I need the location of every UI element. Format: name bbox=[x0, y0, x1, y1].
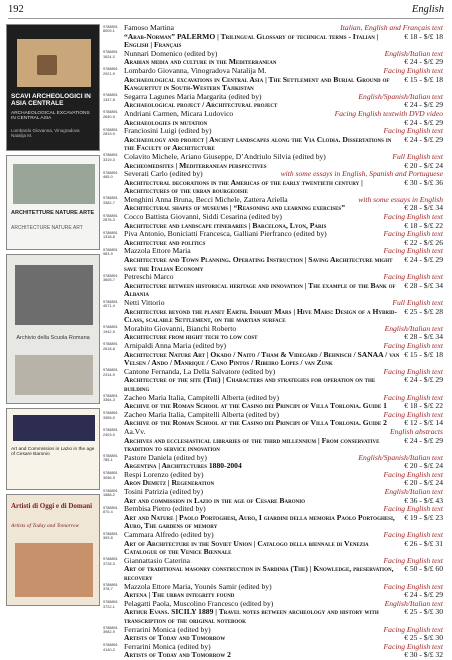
entry-author: Bembisa Pietro (edited by) bbox=[124, 505, 206, 514]
language-note: Facing English text bbox=[383, 212, 443, 222]
entry-author: Zacheo Maria Italia, Campitelli Alberta (edited by) bbox=[124, 410, 279, 419]
entry-body bbox=[124, 213, 443, 230]
isbn: 9788891 2314-9 bbox=[103, 368, 118, 377]
language-note: Facing English text bbox=[383, 581, 443, 591]
isbn: 9788891 1318-8 bbox=[103, 230, 118, 240]
entry-title: Archives and ecclesiastical libraries of the third millennium | From conservative tradition to service innovation bbox=[124, 436, 380, 454]
cover-subtitle: ARCHITECTURE NATURE ART bbox=[11, 225, 83, 231]
entry-title-line bbox=[124, 33, 443, 50]
entry-byline bbox=[124, 273, 443, 282]
language-note: Facing English text bbox=[383, 641, 443, 651]
entry-title-line bbox=[124, 634, 443, 643]
entry-author: Segarra Lagunes Maria Margarita (edited by) bbox=[124, 92, 262, 101]
entry-author: Famoso Martina bbox=[124, 24, 174, 32]
entry-title-line bbox=[124, 608, 443, 625]
entry-body bbox=[124, 488, 443, 505]
catalog-entry bbox=[103, 394, 443, 411]
isbn: 9788891 1347-8 bbox=[103, 93, 118, 102]
entry-body bbox=[124, 230, 443, 247]
entry-author: Netti Vittorio bbox=[124, 299, 165, 307]
entry-price: € 24 - $/£ 29 bbox=[404, 376, 443, 385]
cover-authors: Lombardo Giovanna, Vinogradova Natalija M. bbox=[11, 128, 80, 138]
book-cover bbox=[6, 254, 100, 404]
entry-byline bbox=[124, 110, 443, 119]
isbn: 9788891 2876-3 bbox=[103, 213, 118, 222]
entry-body bbox=[124, 557, 443, 583]
entry-byline bbox=[124, 325, 443, 334]
entry-author: Cammara Alfredo (edited by) bbox=[124, 531, 214, 540]
entry-title: Architecture and landscape itineraries | Barcelona, Lyon, Paris bbox=[124, 221, 327, 230]
entry-author: Zacheo Maria Italia, Campitelli Alberta (edited by) bbox=[124, 393, 279, 402]
entry-body bbox=[124, 170, 443, 196]
isbn: 9788891 4571-4 bbox=[103, 299, 118, 308]
entry-byline bbox=[124, 196, 443, 205]
entry-title-line bbox=[124, 179, 443, 196]
isbn: 9788891 4140-2 bbox=[103, 643, 118, 652]
isbn: 9788891 2618-8 bbox=[103, 342, 118, 351]
entry-title: Archaeological project / Architectural project bbox=[124, 101, 278, 110]
entry-byline bbox=[124, 531, 443, 540]
cover-title: ARCHITETTURE NATURE ARTE bbox=[11, 210, 95, 216]
entry-title: Architectural decorations in the Americas of the early twentieth century | Architectures of the urban bourgeoisie bbox=[124, 178, 363, 196]
entry-body bbox=[124, 153, 443, 170]
entry-body bbox=[124, 583, 443, 600]
isbn: 9788891 3382-7 bbox=[103, 196, 118, 205]
entry-body bbox=[124, 411, 443, 428]
entry-byline bbox=[124, 127, 443, 136]
entry-author: Nunnari Domenico (edited by) bbox=[124, 49, 218, 58]
entry-author: Mazzola Ettore Maria bbox=[124, 247, 191, 256]
catalog-entry bbox=[103, 531, 443, 557]
entry-price: € 30 - $/£ 36 bbox=[404, 178, 443, 187]
isbn: 9788891 465-0 bbox=[103, 170, 118, 179]
catalog-entry bbox=[103, 505, 443, 531]
isbn: 9788891 3982-9 bbox=[103, 626, 118, 635]
catalog-entry bbox=[103, 488, 443, 505]
entry-price: € 19 - $/£ 23 bbox=[404, 513, 443, 522]
entry-body bbox=[124, 531, 443, 557]
entry-price: € 24 - $/£ 29 bbox=[404, 591, 443, 600]
entry-byline bbox=[124, 428, 443, 437]
language-note: English/Italian text bbox=[384, 323, 443, 333]
entry-body bbox=[124, 428, 443, 454]
entry-title: Archeomedsites | Mediterranean perspectives bbox=[124, 161, 267, 170]
isbn: 9788891 393-8 bbox=[103, 531, 118, 540]
entry-title: Architecture between historical heritage and innovation | The example of the Bank of Albania bbox=[124, 281, 396, 299]
entry-author: Franciosini Luigi (edited by) bbox=[124, 127, 212, 136]
entry-title-line bbox=[124, 565, 443, 582]
entry-title: Architecture and politics bbox=[124, 238, 206, 247]
entry-price: € 26 - $/£ 31 bbox=[404, 539, 443, 548]
entry-title: Art and commission in Lazio in the age of Cesare Baronio bbox=[124, 496, 306, 505]
entry-byline bbox=[124, 93, 443, 102]
cover-title: SCAVI ARCHEOLOGICI IN ASIA CENTRALE bbox=[11, 93, 91, 108]
entry-author: Colavito Michele, Ariano Giuseppe, D’Andriulo Silvia (edited by) bbox=[124, 152, 326, 161]
entry-author: Arnipaldi Anna Maria (edited by) bbox=[124, 341, 227, 350]
language-note: Facing English text bbox=[383, 126, 443, 136]
entry-byline bbox=[124, 394, 443, 403]
entry-body bbox=[124, 67, 443, 93]
entry-price: € 18 - $/£ 22 bbox=[404, 221, 443, 230]
entry-author: Mazzola Ettore Maria, Younès Samir (edited by) bbox=[124, 582, 272, 591]
language-note: Facing English text bbox=[383, 229, 443, 239]
entry-author: Menghini Anna Bruna, Becci Michele, Zattera Ariella bbox=[124, 195, 288, 204]
entry-byline bbox=[124, 600, 443, 609]
entry-byline bbox=[124, 24, 443, 33]
entry-price: € 24 - $/£ 29 bbox=[404, 58, 443, 67]
entry-body bbox=[124, 24, 443, 50]
catalog-entry bbox=[103, 50, 443, 67]
catalog-entry bbox=[103, 230, 443, 247]
catalog-entry bbox=[103, 600, 443, 626]
entry-byline bbox=[124, 67, 443, 76]
language-note: English abstracts bbox=[390, 426, 443, 436]
entry-price: € 12 - $/£ 14 bbox=[404, 419, 443, 428]
entry-price: € 18 - $/£ 18 bbox=[404, 32, 443, 41]
book-cover bbox=[6, 155, 100, 250]
entry-price: € 18 - $/£ 22 bbox=[404, 402, 443, 411]
entry-title-line bbox=[124, 282, 443, 299]
catalog-entry bbox=[103, 299, 443, 325]
entry-title-line bbox=[124, 308, 443, 325]
entry-author: Petreschi Marco bbox=[124, 273, 174, 282]
catalog-entry bbox=[103, 24, 443, 50]
entry-price: € 28 - $/£ 34 bbox=[404, 281, 443, 290]
entry-byline bbox=[124, 411, 443, 420]
entry-title-line bbox=[124, 256, 443, 273]
isbn: 9788891 8009-1 bbox=[103, 24, 118, 33]
entry-price: € 20 - $/£ 24 bbox=[404, 161, 443, 170]
entry-byline bbox=[124, 368, 443, 377]
entry-byline bbox=[124, 230, 443, 239]
entry-title-line bbox=[124, 540, 443, 557]
language-note: Facing English text bbox=[383, 469, 443, 479]
isbn: 9788891 1624-0 bbox=[103, 50, 118, 59]
isbn: 9788891 378-7 bbox=[103, 583, 118, 592]
language-note: Italian, English and Français text bbox=[340, 23, 443, 32]
language-note: Facing English text bbox=[383, 246, 443, 256]
entry-body bbox=[124, 505, 443, 531]
language-note: Facing English text bbox=[383, 340, 443, 350]
entry-price: € 24 - $/£ 29 bbox=[404, 118, 443, 127]
cover-subtitle: Artists of Today and Tomorrow bbox=[11, 523, 80, 529]
isbn: 9788891 3365-0 bbox=[103, 411, 118, 420]
page-header bbox=[8, 4, 444, 19]
catalog-entries bbox=[103, 24, 443, 660]
entry-author: Respi Lorenzo (edited by) bbox=[124, 470, 204, 479]
entry-price: € 24 - $/£ 29 bbox=[404, 436, 443, 445]
entry-title-line bbox=[124, 351, 443, 368]
isbn: 9788891 785-1 bbox=[103, 454, 118, 463]
entry-title: Aron Demetz | Regeneration bbox=[124, 479, 215, 488]
entry-body bbox=[124, 454, 443, 471]
entry-title-line bbox=[124, 514, 443, 531]
catalog-entry bbox=[103, 325, 443, 342]
language-note: Facing English text bbox=[383, 366, 443, 376]
entry-body bbox=[124, 299, 443, 325]
language-note: English/Spanish/Italian text bbox=[358, 91, 443, 101]
catalog-entry bbox=[103, 471, 443, 488]
entry-title: Architecture from hight tech to low cost bbox=[124, 333, 258, 342]
entry-title-line bbox=[124, 651, 443, 660]
language-note: English/Italian text bbox=[384, 48, 443, 58]
catalog-entry bbox=[103, 67, 443, 93]
language-note: Full English text bbox=[392, 298, 443, 307]
entry-body bbox=[124, 471, 443, 488]
entry-title: Architectural shapes of museums | “Reasoning and learning exercises” bbox=[124, 204, 346, 213]
catalog-entry bbox=[103, 342, 443, 368]
entry-body bbox=[124, 247, 443, 273]
entry-price: € 28 - $/£ 34 bbox=[404, 204, 443, 213]
entry-title: Archive of the Roman School at the Casino dei Principi of Villa Torlonia. Guide 1 bbox=[124, 402, 387, 411]
cover-subtitle: ARCHAEOLOGICAL EXCAVATIONS IN CENTRAL ASIA bbox=[11, 111, 90, 122]
language-note: Facing English text bbox=[383, 272, 443, 282]
language-note: Facing English text bbox=[383, 624, 443, 634]
entry-byline bbox=[124, 643, 443, 652]
language-note: Facing English text bbox=[383, 409, 443, 419]
book-cover bbox=[6, 408, 100, 490]
entry-title: Artists of Today and Tomorrow 2 bbox=[124, 651, 231, 660]
entry-byline bbox=[124, 505, 443, 514]
entry-price: € 25 - $/£ 30 bbox=[404, 634, 443, 643]
entry-title: Art of traditional masonry construction in Sardinia (The) | Knowledge, preservation, recovery bbox=[124, 565, 394, 582]
entry-price: € 50 - $/£ 60 bbox=[404, 565, 443, 574]
entry-title: Argentina | Architectures 1880-2004 bbox=[124, 462, 242, 471]
isbn: 9788891 3364-3 bbox=[103, 394, 118, 403]
entry-author: Cocco Battista Giovanni, Siddi Cesarina (edited by) bbox=[124, 213, 282, 222]
catalog-entry bbox=[103, 93, 443, 110]
entry-byline bbox=[124, 213, 443, 222]
catalog-entry bbox=[103, 626, 443, 643]
language-note: Facing English text bbox=[383, 555, 443, 565]
entry-body bbox=[124, 325, 443, 342]
entry-author: Ferrarini Monica (edited by) bbox=[124, 625, 211, 634]
entry-author: Andriani Carmen, Micara Ludovico bbox=[124, 109, 234, 118]
catalog-entry bbox=[103, 196, 443, 213]
entry-byline bbox=[124, 299, 443, 308]
entry-price: € 22 - $/£ 26 bbox=[404, 238, 443, 247]
entry-title: Arabian media and culture in the Mediterranean bbox=[124, 58, 277, 67]
entry-body bbox=[124, 643, 443, 660]
language-note: Facing English text bbox=[383, 65, 443, 75]
entry-price: € 20 - $/£ 24 bbox=[404, 462, 443, 471]
entry-byline bbox=[124, 247, 443, 256]
section-title: English bbox=[411, 4, 444, 15]
isbn: 9788891 3722-1 bbox=[103, 600, 118, 609]
catalog-entry bbox=[103, 557, 443, 583]
catalog-entry bbox=[103, 247, 443, 273]
entry-byline bbox=[124, 583, 443, 592]
catalog-entry bbox=[103, 213, 443, 230]
entry-body bbox=[124, 93, 443, 110]
language-note: English/Italian text bbox=[384, 487, 443, 497]
entry-body bbox=[124, 626, 443, 643]
entry-author: Aa.Vv. bbox=[124, 427, 146, 436]
entry-body bbox=[124, 600, 443, 626]
entry-byline bbox=[124, 170, 443, 179]
entry-body bbox=[124, 394, 443, 411]
catalog-entry bbox=[103, 643, 443, 660]
isbn: 9788891 2403-0 bbox=[103, 428, 118, 437]
entry-title: Architecture beyond the planet Earth. Inhabit Mars | Hive Mars: Design of a Hybrid-Class, scalable Settlement, on the martian surface bbox=[124, 307, 398, 325]
cover-title: Artisti di Oggi e di Domani bbox=[11, 502, 93, 510]
isbn: 9788891 2640-9 bbox=[103, 110, 118, 119]
entry-price: € 25 - $/£ 28 bbox=[404, 307, 443, 316]
entry-author: Piva Antonio, Boniciatti Francesca, Galliani Pierfranco (edited by) bbox=[124, 230, 327, 239]
entry-body bbox=[124, 342, 443, 368]
isbn: 9788891 870-4 bbox=[103, 505, 118, 515]
catalog-entry bbox=[103, 153, 443, 170]
entry-byline bbox=[124, 153, 443, 162]
entry-title: Archaeology and project | Ancient landscapes along the Via Clodia. Dissertations in the Faculty of Architecture bbox=[124, 135, 392, 153]
isbn: 9788891 3605-7 bbox=[103, 273, 118, 283]
entry-body bbox=[124, 50, 443, 67]
isbn: 9788891 2819-9 bbox=[103, 127, 118, 136]
entry-body bbox=[124, 273, 443, 299]
entry-title: Architecture and Town Planning. Operating Instruction | Saving Architecture might save the Italian Economy bbox=[124, 256, 393, 273]
entry-title: Archive of the Roman School at the Casino dei Principi of Villa Torlonia. Guide 2 bbox=[124, 419, 387, 428]
entry-price: € 24 - $/£ 29 bbox=[404, 256, 443, 265]
catalog-entry bbox=[103, 170, 443, 196]
entry-body bbox=[124, 127, 443, 153]
entry-price: € 24 - $/£ 29 bbox=[404, 135, 443, 144]
entry-title-line bbox=[124, 136, 443, 153]
entry-title: Artists of Today and Tomorrow bbox=[124, 634, 226, 643]
isbn: 9788891 983-9 bbox=[103, 247, 118, 257]
entry-title: Art and Nature | Paolo Portoghesi, Auro, I giardini della memoria Paolo Portoghesi, Auro, The gardens of memory bbox=[124, 513, 395, 531]
cover-title: Archivio della Scuola Romana bbox=[16, 335, 90, 341]
language-note: English/Spanish/Italian text bbox=[358, 452, 443, 462]
entry-byline bbox=[124, 557, 443, 566]
entry-title: Artena | The urban integrity found bbox=[124, 591, 235, 600]
language-note: Facing English text bbox=[383, 392, 443, 402]
entry-byline bbox=[124, 488, 443, 497]
language-note: English/Italian text bbox=[384, 598, 443, 608]
entry-author: Morabito Giovanni, Bianchi Roberto bbox=[124, 324, 237, 333]
entry-price: € 24 - $/£ 29 bbox=[404, 101, 443, 110]
entry-body bbox=[124, 110, 443, 127]
language-note: Facing English textwith DVD video bbox=[334, 108, 443, 118]
catalog-entry bbox=[103, 273, 443, 299]
entry-byline bbox=[124, 626, 443, 635]
catalog-entry bbox=[103, 411, 443, 428]
entry-author: Cantone Fernanda, La Della Salvatore (edited by) bbox=[124, 367, 276, 376]
catalog-entry bbox=[103, 110, 443, 127]
entry-byline bbox=[124, 454, 443, 463]
entry-price: € 15 - $/£ 18 bbox=[404, 75, 443, 84]
entry-title: Archaeological excavations in Central Asia | The Settlement and Burial Ground of Kangurttut in South-Western Tajikistan bbox=[124, 75, 390, 93]
entry-title-line bbox=[124, 437, 443, 454]
entry-title: “Arab-Norman” PALERMO | Trilingual Glossary of technical terms - Italian | English | Français bbox=[124, 32, 379, 50]
entry-price: € 30 - $/£ 32 bbox=[404, 651, 443, 660]
isbn: 9788891 3056-9 bbox=[103, 471, 118, 480]
entry-byline bbox=[124, 342, 443, 351]
entry-title: Archaeologies in mutation bbox=[124, 118, 208, 127]
book-covers-column bbox=[6, 24, 102, 610]
language-note: Full English text bbox=[392, 151, 443, 161]
entry-body bbox=[124, 368, 443, 394]
book-cover bbox=[6, 494, 100, 606]
isbn: 9788891 1688-2 bbox=[103, 488, 118, 497]
language-note: Facing English text bbox=[383, 530, 443, 540]
isbn: 9788891 1942-5 bbox=[103, 325, 118, 334]
language-note: with some essays in English bbox=[358, 194, 443, 204]
entry-title-line bbox=[124, 76, 443, 93]
catalog-entry bbox=[103, 454, 443, 471]
entry-author: Pelagatti Paola, Muscolino Francesco (edited by) bbox=[124, 599, 274, 608]
entry-byline bbox=[124, 50, 443, 59]
cover-title: Art and Commission in Lazio in the age of Cesare Baronio bbox=[11, 447, 95, 458]
entry-body bbox=[124, 196, 443, 213]
entry-price: € 36 - $/£ 43 bbox=[404, 496, 443, 505]
entry-author: Lombardo Giovanna, Vinogradova Natalija M. bbox=[124, 66, 267, 75]
entry-price: € 20 - $/£ 24 bbox=[404, 479, 443, 488]
isbn: 9788891 3319-3 bbox=[103, 153, 118, 162]
entry-title: Art of Architecture in the Soviet Union | Catalogo della biennale di Venezia Catalogue of the Venice Biennale bbox=[124, 539, 369, 557]
entry-price: € 15 - $/£ 18 bbox=[404, 350, 443, 359]
entry-author: Tosini Patrizia (edited by) bbox=[124, 488, 203, 497]
isbn: 9788891 2921-9 bbox=[103, 67, 118, 76]
catalog-entry bbox=[103, 368, 443, 394]
entry-price: € 28 - $/£ 34 bbox=[404, 333, 443, 342]
entry-price: € 25 - $/£ 30 bbox=[404, 608, 443, 617]
entry-title: Architecture Nature Art | Okado / Naito / Tham & Videgård / Behnisch / SANAA / van Velsen / Ando / Manrique / Cano Pintos / Ribeiro Lopes / van Zunk bbox=[124, 350, 400, 368]
catalog-entry bbox=[103, 583, 443, 600]
entry-author: Pastore Daniela (edited by) bbox=[124, 453, 207, 462]
entry-author: Ferrarini Monica (edited by) bbox=[124, 642, 211, 651]
catalog-entry bbox=[103, 428, 443, 454]
entry-byline bbox=[124, 471, 443, 480]
isbn: 9788891 3728-3 bbox=[103, 557, 118, 566]
language-note: Facing English text bbox=[383, 504, 443, 514]
entry-author: Severati Carlo (edited by) bbox=[124, 170, 203, 179]
language-note: with some essays in English, Spanish and Portuguese bbox=[280, 169, 443, 179]
page-number: 192 bbox=[8, 4, 24, 15]
entry-author: Giannattasio Caterina bbox=[124, 556, 191, 565]
entry-title: Arthur Evans. SICILY 1889 | Travel notes between archeology and history with transcription of the original notebook bbox=[124, 608, 379, 625]
book-cover bbox=[6, 24, 100, 151]
entry-title-line bbox=[124, 376, 443, 393]
entry-title: Architecture of the site (The) | Characters and strategies for operation on the building bbox=[124, 376, 376, 393]
catalog-entry bbox=[103, 127, 443, 153]
